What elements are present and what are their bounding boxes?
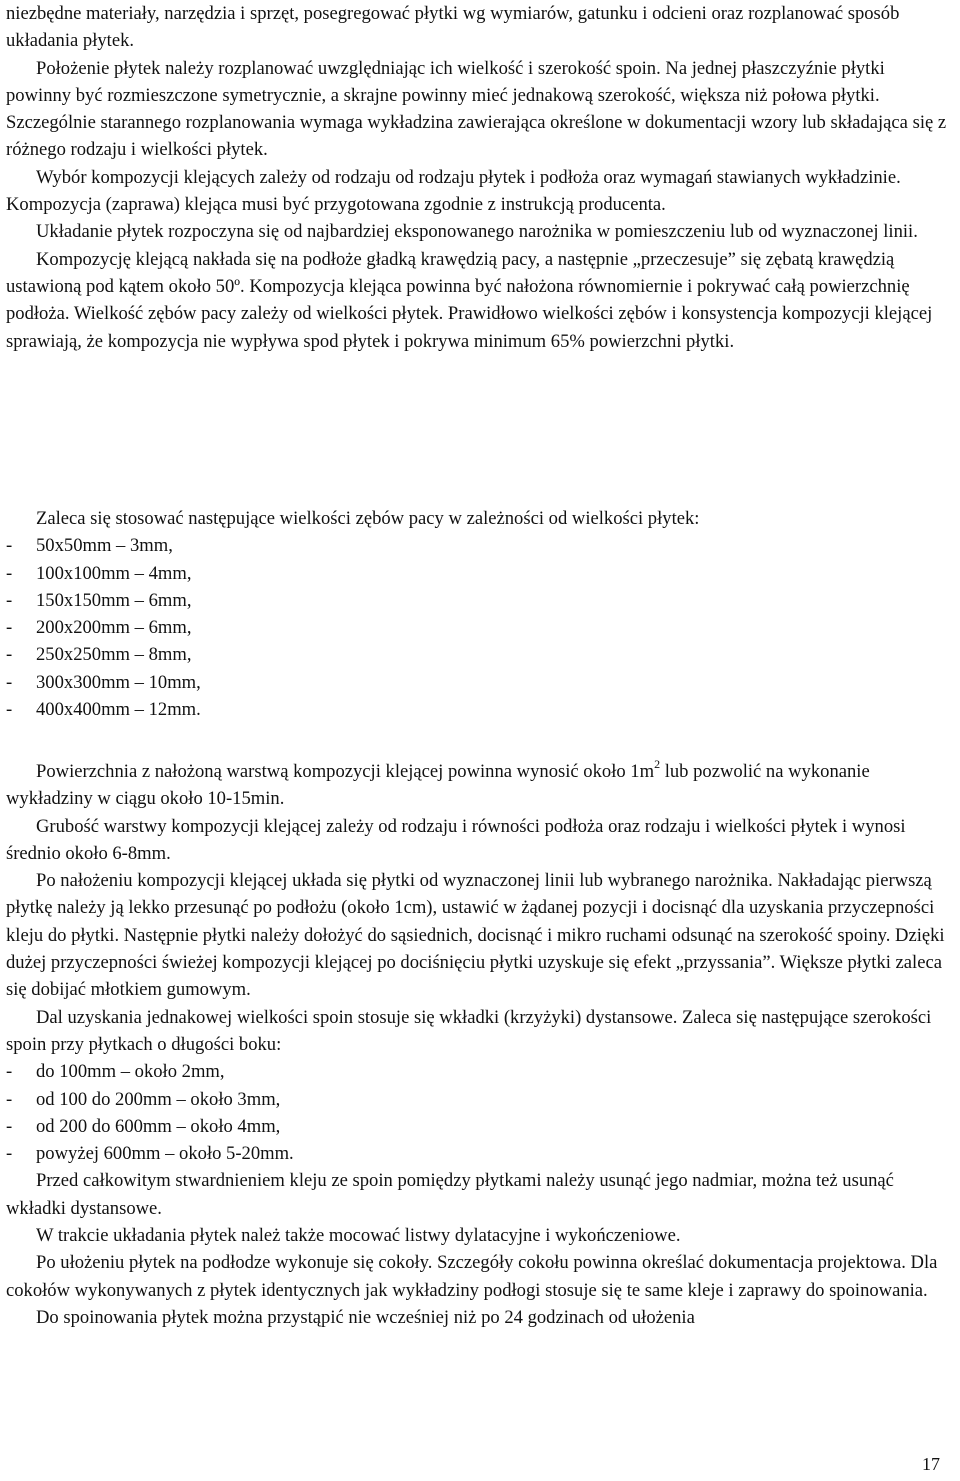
trowel-size-list: [6, 532, 954, 723]
list-item-text: 150x150mm – 6mm,: [36, 589, 192, 611]
list-item: [6, 1113, 954, 1140]
paragraph: Wybór kompozycji klejących zależy od rodzaju od rodzaju płytek i podłoża oraz wymagań stawianych wykładzinie. Kompozycja (zaprawa) klejąca musi być przygotowana zgodnie z instrukcją producenta.: [6, 166, 901, 216]
coverage-text: Powierzchnia z nałożoną warstwą kompozycji klejącej powinna wynosić około 1m: [36, 761, 655, 782]
text-block-top: [6, 0, 954, 355]
list-item-text: 300x300mm – 10mm,: [36, 671, 201, 693]
paragraph: Przed całkowitym stwardnieniem kleju ze spoin pomiędzy płytkami należy usunąć jego nadmiar, można też usunąć wkładki dystansowe.: [6, 1170, 894, 1219]
list-item: [6, 1140, 954, 1167]
list-dash: -: [6, 1088, 13, 1110]
list-item: [6, 587, 954, 614]
trowel-intro: Zaleca się stosować następujące wielkości zębów pacy w zależności od wielkości płytek:: [36, 508, 700, 529]
list-dash: -: [6, 589, 13, 611]
list-item: [6, 614, 954, 641]
list-item-text: od 100 do 200mm – około 3mm,: [36, 1088, 281, 1110]
list-dash: -: [6, 535, 13, 557]
list-item-text: 100x100mm – 4mm,: [36, 562, 192, 584]
text-block-bottom: [6, 758, 954, 1331]
list-item: [6, 1058, 954, 1085]
list-dash: -: [6, 1115, 13, 1137]
paragraph: Grubość warstwy kompozycji klejącej zależy od rodzaju i równości podłoża oraz rodzaju i wielkości płytek i wynosi średnio około 6-8mm.: [6, 815, 906, 864]
list-item: [6, 669, 954, 696]
list-item-text: 400x400mm – 12mm.: [36, 699, 201, 721]
paragraph: Dal uzyskania jednakowej wielkości spoin stosuje się wkładki (krzyżyki) dystansowe. Zaleca się następujące szerokości spoin przy płytkach o długości boku:: [6, 1006, 932, 1055]
list-dash: -: [6, 671, 13, 693]
list-item-text: 200x200mm – 6mm,: [36, 617, 192, 639]
text-block-trowel: [6, 505, 954, 723]
list-item: [6, 560, 954, 587]
paragraph: niezbędne materiały, narzędzia i sprzęt, posegregować płytki wg wymiarów, gatunku i odcieni oraz rozplanować sposób układania płytek.: [6, 3, 900, 52]
page-number: 17: [922, 1454, 940, 1474]
paragraph: Układanie płytek rozpoczyna się od najbardziej eksponowanego narożnika w pomieszczeniu lub od wyznaczonej linii.: [36, 221, 918, 243]
list-dash: -: [6, 1061, 13, 1083]
joint-width-list: [6, 1058, 954, 1167]
list-item-text: od 200 do 600mm – około 4mm,: [36, 1115, 281, 1137]
list-item: [6, 696, 954, 723]
paragraph: W trakcie układania płytek należ także mocować listwy dylatacyjne i wykończeniowe.: [36, 1225, 681, 1247]
superscript: 2: [654, 756, 661, 771]
paragraph: Położenie płytek należy rozplanować uwzględniając ich wielkość i szerokość spoin. Na jednej płaszczyźnie płytki powinny być rozmieszczone symetrycznie, a skrajne powinny mieć jednakową szerokość, większa niż połowa płytki. Szczególnie starannego rozplanowania wymaga wykładzina zawierająca określone w dokumentacji wzory lub składająca się z różnego rodzaju i wielkości płytek.: [6, 57, 947, 161]
list-item-text: do 100mm – około 2mm,: [36, 1061, 225, 1083]
list-item-text: 50x50mm – 3mm,: [36, 535, 173, 557]
list-dash: -: [6, 1143, 13, 1165]
list-item-text: powyżej 600mm – około 5-20mm.: [36, 1143, 294, 1165]
paragraph: Kompozycję klejącą nakłada się na podłoże gładką krawędzią pacy, a następnie „przeczesuje” się zębatą krawędzią ustawioną pod kątem około 50º. Kompozycja klejąca powinna być nałożona równomiernie i pokrywać całą powierzchnię podłoża. Wielkość zębów pacy zależy od wielkości płytek. Prawidłowo wielkości zębów i konsystencja kompozycji klejącej sprawiają, że kompozycja nie wypływa spod płytek i pokrywa minimum 65% powierzchni płytki.: [6, 248, 933, 352]
list-item: [6, 532, 954, 559]
coverage-text-end: lub pozwolić na wykonanie wykładziny w ciągu około 10-15min.: [6, 761, 870, 810]
paragraph: Po nałożeniu kompozycji klejącej układa się płytki od wyznaczonej linii lub wybranego narożnika. Nakładając pierwszą płytkę należy ją lekko przesunąć po podłożu (około 1cm), ustawić w żądanej pozycji i docisnąć dla uzyskania przyczepności kleju do płytki. Następnie płytki należy dołożyć do sąsiednich, docisnąć i mikro ruchami odsunąć na szerokość spoiny. Dzięki dużej przyczepności świeżej kompozycji klejącej po dociśnięciu płytki uzyskuje się efekt „przyssania”. Większe płytki zaleca się dobijać młotkiem gumowym.: [6, 870, 945, 1001]
list-item-text: 250x250mm – 8mm,: [36, 644, 192, 666]
list-dash: -: [6, 562, 13, 584]
list-dash: -: [6, 644, 13, 666]
paragraph: Do spoinowania płytek można przystąpić nie wcześniej niż po 24 godzinach od ułożenia: [36, 1306, 695, 1328]
list-dash: -: [6, 617, 13, 639]
list-item: [6, 1086, 954, 1113]
list-item: [6, 641, 954, 668]
paragraph: Po ułożeniu płytek na podłodze wykonuje się cokoły. Szczegóły cokołu powinna określać dokumentacja projektowa. Dla cokołów wykonywanych z płytek identycznych jak wykładziny podłogi stosuje się te same kleje i zaprawy do spoinowania.: [6, 1252, 938, 1301]
paragraph-coverage: [6, 758, 954, 813]
list-dash: -: [6, 699, 13, 721]
